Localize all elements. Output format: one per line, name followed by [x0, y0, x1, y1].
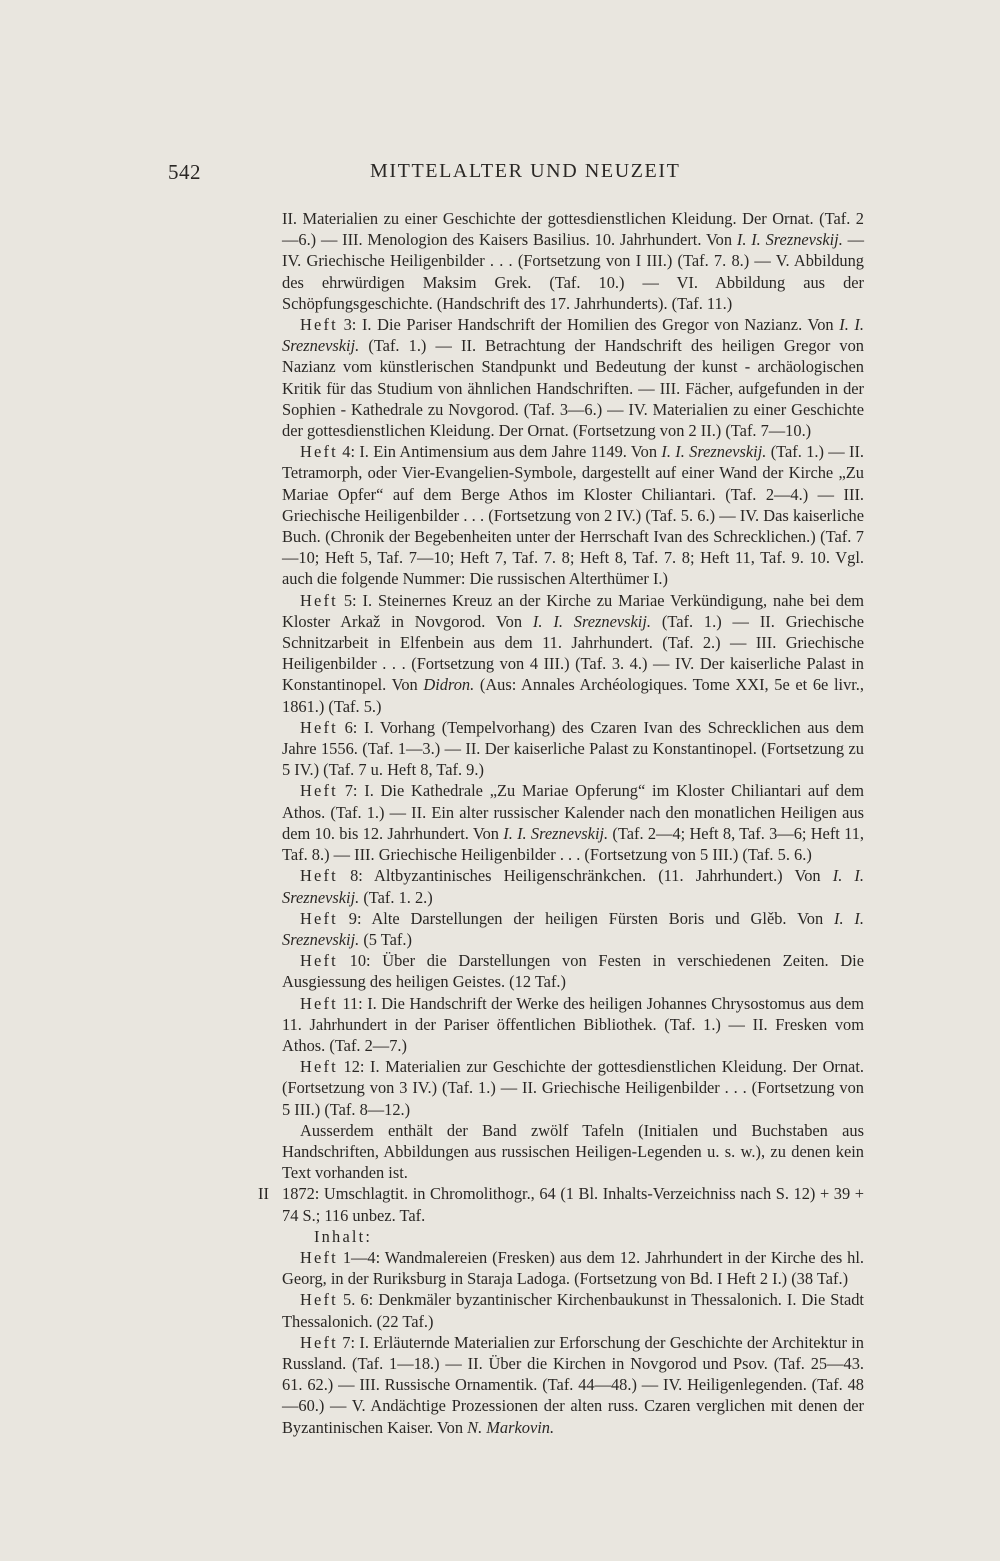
text-run: 3: I. Die Pariser Handschrift der Homilien des Gregor von Nazianz. Von [337, 315, 840, 335]
spaced-heading: Heft [300, 1057, 338, 1077]
author-name: I. I. Sreznevskij. [503, 823, 609, 843]
paragraph [282, 993, 864, 1057]
body-text [258, 208, 865, 1438]
paragraph [282, 1056, 864, 1120]
author-name: I. I. Sreznevskij. [532, 611, 652, 631]
text-run: 5. 6: Denkmäler byzantinischer Kirchenbaukunst in Thessalonich. I. Die Stadt Thessalonich. (22 Taf.) [282, 1290, 864, 1331]
running-head: MITTELALTER UND NEUZEIT [370, 160, 681, 182]
spaced-heading: Heft [300, 315, 338, 335]
text-run: (Taf. 1. 2.) [359, 887, 433, 907]
text-run: 1872: Umschlagtit. in Chromolithogr., 64 (1 Bl. Inhalts-Verzeichniss nach S. 12) + 39 + 74 S.; 116 unbez. Taf. [282, 1184, 864, 1225]
text-run: 6: I. Vorhang (Tempelvorhang) des Czaren Ivan des Schrecklichen aus dem Jahre 1556. (Taf. 1—3.) — II. Der kaiserliche Palast zu Konstantinopel. (Fortsetzung zu 5 IV.) (Taf. 7 u. Heft 8, Taf. 9.) [282, 717, 864, 780]
paragraph [282, 1332, 864, 1438]
text-run: 7: I. Die Kathedrale „Zu Mariae Opferung“ im Kloster Chiliantari auf dem Athos. (Taf. 1.) — II. Ein alter russischer Kalender nach den monatlichen Heiligen aus dem 10. bis 12. Jahrhundert. Von [282, 781, 864, 843]
text-run: (Taf. 1.) — II. Griechische Schnitzarbeit in Elfenbein aus dem 11. Jahrhundert. (Taf. 2.) — III. Griechische Heiligenbilder . . . (Fortsetzung von 4 III.) (Taf. 3. 4.) — IV. Der kaiserliche Palast in Konstantinopel. Von [282, 611, 864, 695]
spaced-heading: Heft [300, 1290, 338, 1310]
author-name: N. Markovin. [467, 1417, 555, 1437]
paragraph [282, 1226, 864, 1247]
paragraph [282, 780, 864, 865]
paragraph [282, 1120, 864, 1184]
spaced-heading: Heft [300, 908, 338, 928]
text-run: (Taf. 1.) — II. Betrachtung der Handschrift des heiligen Gregor von Nazianz vom künstlerischen Standpunkt und Bedeutung der kunst - archäologischen Kritik für das Studium von ähnlichen Handschriften. — III. Fächer, aufgefunden in der Sophien - Kathedrale zu Novgorod. (Taf. 3—6.) — IV. Materialien zu einer Geschichte der gottesdienstlichen Kleidung. Der Ornat. (Fortsetzung von 2 II.) (Taf. 7—10.) [282, 336, 864, 441]
page-number: 542 [168, 160, 201, 184]
spaced-heading: Heft [300, 717, 338, 737]
text-run: 12: I. Materialien zur Geschichte der gottesdienstlichen Kleidung. Der Ornat. (Fortsetzung von 3 IV.) (Taf. 1.) — II. Griechische Heiligenbilder . . . (Fortsetzung von 5 III.) (Taf. 8—12.) [282, 1057, 864, 1119]
paragraph [282, 908, 864, 950]
paragraph [282, 314, 864, 441]
text-run: — IV. Griechische Heiligenbilder . . . (Fortsetzung von I III.) (Taf. 7. 8.) — V. Abbildung des ehrwürdigen Maksim Grek. (Taf. 10.) — VI. Abbildung aus der Schöpfungsgeschichte. (Handschrift des 17. Jahrhunderts). (Taf. 11.) [282, 230, 865, 313]
spaced-heading: Heft [300, 442, 338, 462]
spaced-heading: Heft [300, 1332, 338, 1352]
text-run: 9: Alte Darstellungen der heiligen Fürsten Boris und Glěb. Von [337, 908, 835, 928]
author-name: Didron. [423, 675, 475, 695]
text-run: 7: I. Erläuternde Materialien zur Erforschung der Geschichte der Architektur in Russland. (Taf. 1—18.) — II. Über die Kirchen in Novgorod und Psov. (Taf. 25—43. 61. 62.) — III. Russische Ornamentik. (Taf. 44—48.) — IV. Heiligenlegenden. (Taf. 48—60.) — V. Andächtige Prozessionen der alten russ. Czaren verglichen mit denen der Byzantinischen Kaiser. Von [282, 1332, 864, 1437]
spaced-heading: Heft [300, 866, 338, 886]
spaced-heading: Heft [300, 590, 338, 610]
spaced-heading: Heft [300, 993, 338, 1013]
text-run: Ausserdem enthält der Band zwölf Tafeln (Initialen und Buchstaben aus Handschriften, Abbildungen aus russischen Heiligen-Legenden u. s. w.), zu denen kein Text vorhanden ist. [282, 1120, 864, 1183]
paragraph [282, 1247, 864, 1289]
volume-marker: II [258, 1184, 269, 1204]
text-run: 8: Altbyzantinisches Heiligenschränkchen. (11. Jahrhundert.) Von [337, 866, 833, 886]
author-name: I. I. Sreznevskij. [282, 866, 864, 907]
author-name: I. I. Sreznevskij. [282, 908, 864, 949]
text-run: 5: I. Steinernes Kreuz an der Kirche zu Mariae Verkündigung, nahe bei dem Kloster Arkaž in Novgorod. Von [282, 590, 864, 631]
paragraph [282, 717, 864, 781]
spaced-heading: Inhalt: [314, 1226, 373, 1246]
text-run: II. Materialien zu einer Geschichte der gottesdienstlichen Kleidung. Der Ornat. (Taf. 2—6.) — III. Menologion des Kaisers Basilius. 10. Jahrhundert. Von [282, 209, 864, 250]
spaced-heading: Heft [300, 781, 338, 801]
paragraph [282, 950, 864, 992]
paragraph [282, 865, 864, 907]
text-run: 11: I. Die Handschrift der Werke des heiligen Johannes Chrysostomus aus dem 11. Jahrhundert in der Pariser öffentlichen Bibliothek. (Taf. 1.) — II. Fresken vom Athos. (Taf. 2—7.) [282, 993, 864, 1055]
text-run: (5 Taf.) [359, 929, 412, 949]
text-run: 1—4: Wandmalereien (Fresken) aus dem 12. Jahrhundert in der Kirche des hl. Georg, in der Ruriksburg in Staraja Ladoga. (Fortsetzung von Bd. I Heft 2 I.) (38 Taf.) [282, 1247, 864, 1289]
text-run: 4: I. Ein Antimensium aus dem Jahre 1149. Von [337, 442, 662, 462]
text-run: 10: Über die Darstellungen von Festen in verschiedenen Zeiten. Die Ausgiessung des heiligen Geistes. (12 Taf.) [282, 951, 864, 992]
spaced-heading: Heft [300, 951, 338, 971]
text-run: (Aus: Annales Archéologiques. Tome XXI, 5e et 6e livr., 1861.) (Taf. 5.) [282, 675, 865, 716]
paragraph [258, 1183, 864, 1225]
paragraph [282, 1289, 864, 1331]
spaced-heading: Heft [300, 1247, 338, 1267]
author-name: I. I. Sreznevskij. [661, 442, 767, 462]
author-name: I. I. Sreznevskij. [282, 315, 864, 356]
text-run: (Taf. 2—4; Heft 8, Taf. 3—6; Heft 11, Taf. 8.) — III. Griechische Heiligenbilder . . . (Fortsetzung von 5 III.) (Taf. 5. 6.) [282, 823, 864, 865]
paragraph [282, 208, 864, 314]
text-run: (Taf. 1.) — II. Tetramorph, oder Vier-Evangelien-Symbole, dargestellt auf einer Wand der Kirche „Zu Mariae Opfer“ auf dem Berge Athos im Kloster Chiliantari. (Taf. 2—4.) — III. Griechische Heiligenbilder . . . (Fortsetzung von 2 IV.) (Taf. 5. 6.) — IV. Das kaiserliche Buch. (Chronik der Begebenheiten unter der Herrschaft Ivan des Schrecklichen.) (Taf. 7—10; Heft 5, Taf. 7—10; Heft 7, Taf. 7. 8; Heft 8, Taf. 7. 8; Heft 11, Taf. 9. 10. Vgl. auch die folgende Nummer: Die russischen Alterthümer I.) [282, 442, 865, 589]
paragraph [282, 590, 864, 717]
page-header [168, 160, 868, 192]
paragraph [282, 441, 864, 589]
author-name: I. I. Sreznevskij. [736, 230, 843, 250]
